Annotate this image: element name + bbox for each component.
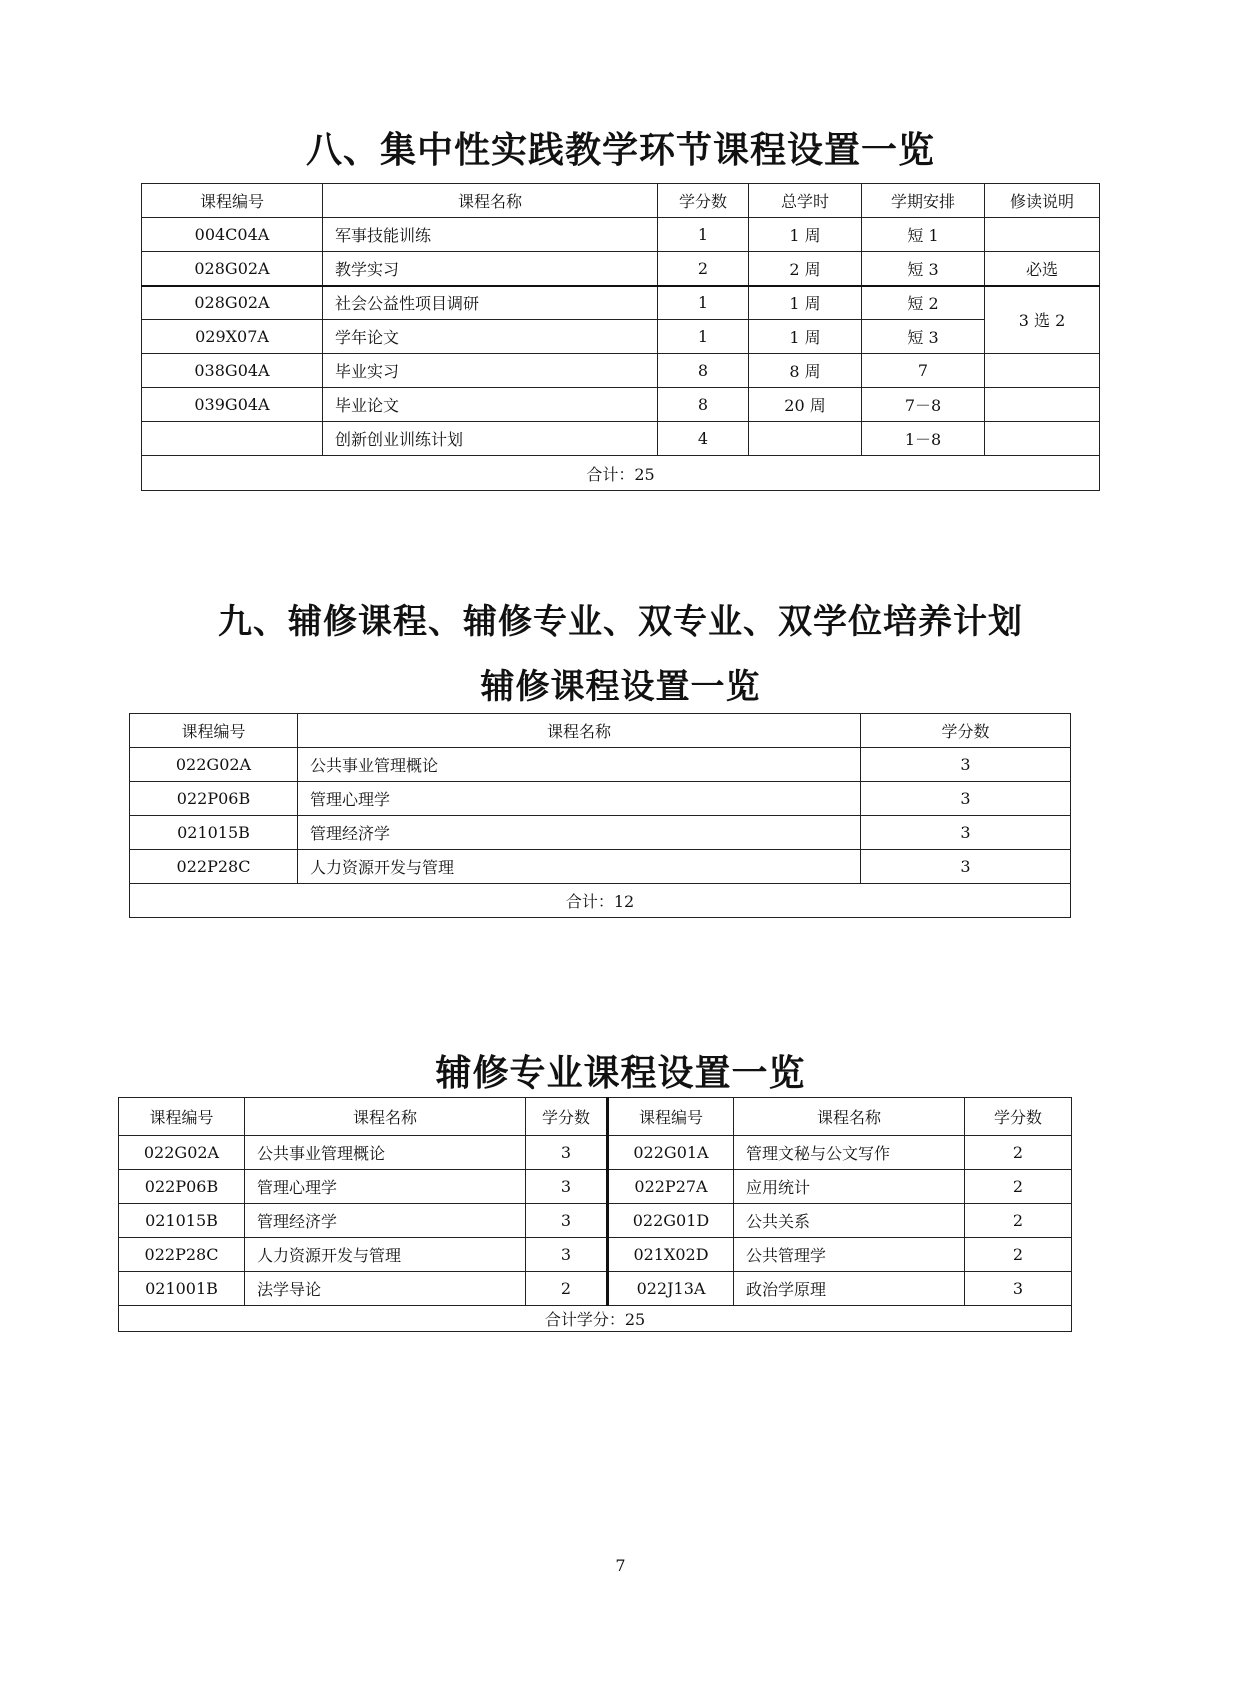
header-cell: 学分数 bbox=[526, 1098, 608, 1136]
course-code bbox=[142, 422, 323, 456]
header-cell: 课程名称 bbox=[734, 1098, 965, 1136]
course-code: 021015B bbox=[130, 816, 298, 850]
course-name: 公共事业管理概论 bbox=[245, 1136, 526, 1170]
course-code: 028G02A bbox=[142, 286, 323, 320]
course-name: 政治学原理 bbox=[734, 1272, 965, 1306]
table-total-row bbox=[142, 456, 1100, 491]
minor-courses-title: 辅修课程设置一览 bbox=[480, 667, 761, 707]
credits: 2 bbox=[965, 1204, 1072, 1238]
table-row bbox=[119, 1136, 1072, 1170]
course-code: 021X02D bbox=[608, 1238, 734, 1272]
header-cell: 课程编号 bbox=[142, 184, 323, 218]
section9-title: 九、辅修课程、辅修专业、双专业、双学位培养计划 bbox=[218, 602, 1023, 642]
table-row bbox=[130, 850, 1071, 884]
credits: 1 bbox=[658, 320, 749, 354]
course-name: 毕业论文 bbox=[323, 388, 658, 422]
total-cell: 合计：12 bbox=[130, 884, 1071, 918]
course-name: 社会公益性项目调研 bbox=[323, 286, 658, 320]
term: 短 3 bbox=[862, 252, 985, 286]
total-cell: 合计：25 bbox=[142, 456, 1100, 491]
course-code: 021001B bbox=[119, 1272, 245, 1306]
course-code: 028G02A bbox=[142, 252, 323, 286]
header-cell: 修读说明 bbox=[985, 184, 1100, 218]
header-cell: 课程名称 bbox=[298, 714, 861, 748]
section8-title: 八、集中性实践教学环节课程设置一览 bbox=[305, 130, 935, 171]
note bbox=[985, 218, 1100, 252]
term: 短 2 bbox=[862, 286, 985, 320]
credits: 3 bbox=[861, 748, 1071, 782]
credits: 2 bbox=[526, 1272, 608, 1306]
course-name: 人力资源开发与管理 bbox=[245, 1238, 526, 1272]
credits: 3 bbox=[861, 782, 1071, 816]
table-row bbox=[142, 388, 1100, 422]
course-name: 创新创业训练计划 bbox=[323, 422, 658, 456]
course-code: 021015B bbox=[119, 1204, 245, 1238]
minor-major-table bbox=[118, 1097, 1072, 1332]
note bbox=[985, 388, 1100, 422]
course-code: 022G02A bbox=[119, 1136, 245, 1170]
course-code: 022G01A bbox=[608, 1136, 734, 1170]
course-code: 022P06B bbox=[130, 782, 298, 816]
table-row bbox=[142, 320, 1100, 354]
term: 7－8 bbox=[862, 388, 985, 422]
course-name: 学年论文 bbox=[323, 320, 658, 354]
total-hours: 1 周 bbox=[749, 218, 862, 252]
minor-major-title: 辅修专业课程设置一览 bbox=[435, 1053, 806, 1094]
note: 3 选 2 bbox=[985, 286, 1100, 354]
course-name: 管理文秘与公文写作 bbox=[734, 1136, 965, 1170]
credits: 3 bbox=[526, 1170, 608, 1204]
practice-table bbox=[141, 183, 1100, 491]
term: 短 1 bbox=[862, 218, 985, 252]
course-name: 教学实习 bbox=[323, 252, 658, 286]
header-cell: 学分数 bbox=[861, 714, 1071, 748]
table-row bbox=[130, 816, 1071, 850]
course-code: 022J13A bbox=[608, 1272, 734, 1306]
credits: 3 bbox=[861, 850, 1071, 884]
total-hours: 2 周 bbox=[749, 252, 862, 286]
table-row bbox=[119, 1238, 1072, 1272]
credits: 3 bbox=[861, 816, 1071, 850]
course-name: 军事技能训练 bbox=[323, 218, 658, 252]
header-cell: 课程编号 bbox=[119, 1098, 245, 1136]
header-cell: 课程编号 bbox=[130, 714, 298, 748]
note: 必选 bbox=[985, 252, 1100, 286]
course-code: 004C04A bbox=[142, 218, 323, 252]
total-hours bbox=[749, 422, 862, 456]
course-code: 022G02A bbox=[130, 748, 298, 782]
total-hours: 20 周 bbox=[749, 388, 862, 422]
credits: 2 bbox=[658, 252, 749, 286]
course-code: 022P06B bbox=[119, 1170, 245, 1204]
credits: 8 bbox=[658, 388, 749, 422]
course-code: 038G04A bbox=[142, 354, 323, 388]
table-row bbox=[130, 782, 1071, 816]
header-cell: 课程名称 bbox=[323, 184, 658, 218]
credits: 2 bbox=[965, 1136, 1072, 1170]
table-row bbox=[142, 218, 1100, 252]
credits: 1 bbox=[658, 286, 749, 320]
table-row bbox=[119, 1170, 1072, 1204]
term: 短 3 bbox=[862, 320, 985, 354]
course-name: 公共事业管理概论 bbox=[298, 748, 861, 782]
table-header-row bbox=[142, 184, 1100, 218]
course-name: 管理心理学 bbox=[245, 1170, 526, 1204]
course-name: 管理心理学 bbox=[298, 782, 861, 816]
table-header-row bbox=[119, 1098, 1072, 1136]
course-name: 公共管理学 bbox=[734, 1238, 965, 1272]
course-name: 毕业实习 bbox=[323, 354, 658, 388]
table-header-row bbox=[130, 714, 1071, 748]
course-name: 管理经济学 bbox=[245, 1204, 526, 1238]
table-row bbox=[119, 1272, 1072, 1306]
credits: 8 bbox=[658, 354, 749, 388]
note bbox=[985, 422, 1100, 456]
table-row bbox=[130, 748, 1071, 782]
header-cell: 课程编号 bbox=[608, 1098, 734, 1136]
course-code: 022G01D bbox=[608, 1204, 734, 1238]
credits: 3 bbox=[526, 1238, 608, 1272]
table-total-row bbox=[119, 1306, 1072, 1332]
table-row bbox=[119, 1204, 1072, 1238]
table-row bbox=[142, 286, 1100, 320]
header-cell: 课程名称 bbox=[245, 1098, 526, 1136]
course-name: 公共关系 bbox=[734, 1204, 965, 1238]
credits: 1 bbox=[658, 218, 749, 252]
header-cell: 总学时 bbox=[749, 184, 862, 218]
note bbox=[985, 354, 1100, 388]
total-hours: 8 周 bbox=[749, 354, 862, 388]
header-cell: 学分数 bbox=[658, 184, 749, 218]
credits: 3 bbox=[965, 1272, 1072, 1306]
total-cell: 合计学分：25 bbox=[119, 1306, 1072, 1332]
course-name: 应用统计 bbox=[734, 1170, 965, 1204]
course-name: 法学导论 bbox=[245, 1272, 526, 1306]
page-number: 7 bbox=[615, 1556, 626, 1575]
table-row bbox=[142, 422, 1100, 456]
course-name: 人力资源开发与管理 bbox=[298, 850, 861, 884]
credits: 3 bbox=[526, 1136, 608, 1170]
table-row bbox=[142, 252, 1100, 286]
course-code: 039G04A bbox=[142, 388, 323, 422]
course-code: 022P28C bbox=[119, 1238, 245, 1272]
table-total-row bbox=[130, 884, 1071, 918]
table-row bbox=[142, 354, 1100, 388]
header-cell: 学期安排 bbox=[862, 184, 985, 218]
course-name: 管理经济学 bbox=[298, 816, 861, 850]
term: 1－8 bbox=[862, 422, 985, 456]
credits: 2 bbox=[965, 1238, 1072, 1272]
term: 7 bbox=[862, 354, 985, 388]
credits: 4 bbox=[658, 422, 749, 456]
minor-courses-table bbox=[129, 713, 1071, 918]
course-code: 022P28C bbox=[130, 850, 298, 884]
course-code: 022P27A bbox=[608, 1170, 734, 1204]
course-code: 029X07A bbox=[142, 320, 323, 354]
credits: 3 bbox=[526, 1204, 608, 1238]
credits: 2 bbox=[965, 1170, 1072, 1204]
header-cell: 学分数 bbox=[965, 1098, 1072, 1136]
total-hours: 1 周 bbox=[749, 320, 862, 354]
total-hours: 1 周 bbox=[749, 286, 862, 320]
